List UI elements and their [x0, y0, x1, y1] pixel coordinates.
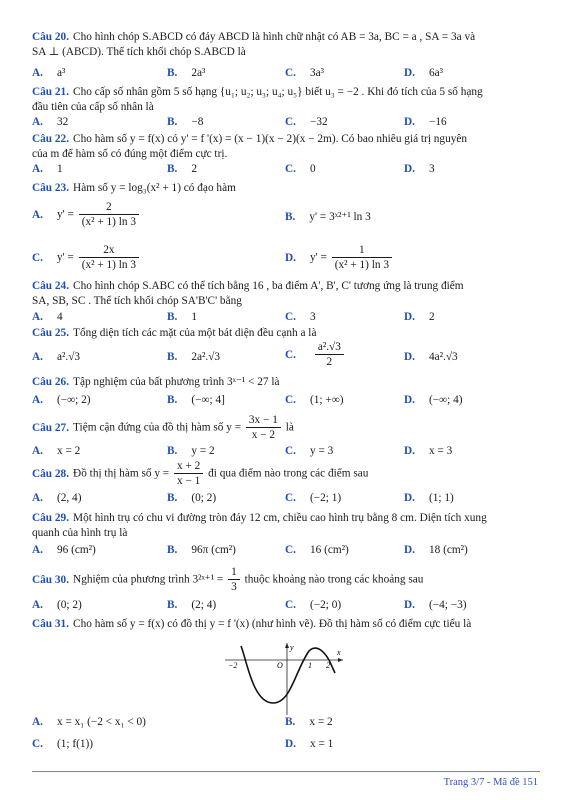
option-text: 1 [56, 163, 63, 175]
option-letter: D. [404, 394, 415, 406]
q23-option-b[interactable] [285, 210, 371, 223]
question-number: Câu 29. [32, 512, 70, 524]
fraction-denominator: (x² + 1) ln 3 [334, 259, 390, 271]
q31-option-a[interactable] [32, 716, 146, 728]
option-letter: D. [404, 351, 415, 363]
fraction [174, 460, 203, 488]
option-text: x = 1 [309, 738, 334, 750]
footer-divider [32, 771, 540, 772]
option-text: x = 2 [309, 716, 333, 728]
q25-option-c[interactable] [285, 341, 346, 369]
option-text: y' = [56, 208, 74, 221]
option-letter: C. [285, 492, 296, 504]
option-letter: B. [167, 116, 178, 128]
option-text: 2a².√3 [191, 351, 221, 363]
option-letter: A. [32, 67, 43, 79]
q27-option-c[interactable] [285, 445, 333, 457]
option-letter: B. [167, 445, 178, 457]
question-number: Câu 24. [32, 280, 70, 292]
question-text: Cho hình chóp S.ABCD có đáy ABCD là hình chữ nhật có AB = 3a, BC = a , SA = 3a và [73, 31, 476, 43]
q22-option-b[interactable] [167, 163, 197, 175]
option-letter: A. [32, 394, 43, 406]
q30-option-c[interactable] [285, 599, 341, 611]
option-text: (−2; 1) [309, 492, 342, 504]
option-letter: A. [32, 544, 43, 556]
option-letter: C. [285, 116, 296, 128]
option-text: 0 [309, 163, 316, 175]
option-text: (−∞; 4) [428, 394, 463, 406]
q31-option-d[interactable] [285, 738, 333, 750]
q23-option-a[interactable] [32, 201, 141, 229]
option-letter: D. [404, 492, 415, 504]
question-text-post: là [285, 421, 294, 434]
q20-option-c[interactable] [285, 67, 324, 79]
fraction-numerator: 1 [332, 244, 392, 258]
option-text: (−2; 0) [309, 599, 342, 611]
option-text: 4a².√3 [428, 351, 458, 363]
q27-option-b[interactable] [167, 445, 215, 457]
q25-option-b[interactable] [167, 351, 220, 363]
option-letter: B. [167, 351, 178, 363]
option-letter: C. [285, 599, 296, 611]
option-letter: D. [404, 163, 415, 175]
fraction [246, 414, 281, 442]
q27-option-d[interactable] [404, 445, 452, 457]
option-letter: D. [404, 599, 415, 611]
option-letter: A. [32, 492, 43, 504]
q24-option-d[interactable] [404, 311, 435, 323]
curve [241, 646, 335, 703]
option-letter: B. [285, 211, 296, 223]
q21-option-b[interactable] [167, 116, 203, 128]
question-number: Câu 26. [32, 376, 70, 388]
option-letter: B. [167, 599, 178, 611]
question-25 [32, 326, 540, 341]
option-text: −16 [428, 116, 447, 128]
option-text: (1; +∞) [309, 394, 344, 406]
option-letter: C. [285, 67, 296, 79]
q26-option-b[interactable] [167, 394, 225, 406]
option-letter: D. [404, 544, 415, 556]
option-text: x = 2 [56, 445, 81, 457]
q26-option-a[interactable] [32, 394, 91, 406]
question-30 [32, 566, 540, 594]
option-letter: D. [404, 311, 415, 323]
option-text: x = 3 [428, 445, 453, 457]
option-text: x = x₁ (−2 < x₁ < 0) [56, 716, 146, 728]
q29-option-d[interactable] [404, 544, 468, 556]
q22-option-d[interactable] [404, 163, 435, 175]
question-text-cont: SA, SB, SC . Thể tích khối chóp SA'B'C' bằng [32, 295, 242, 307]
option-letter: D. [285, 251, 296, 264]
question-number: Câu 21. [32, 86, 70, 98]
question-text: Nghiệm của phương trình 3²ˣ⁺¹ = [73, 573, 224, 586]
option-letter: A. [32, 599, 43, 611]
option-letter: A. [32, 208, 43, 221]
fraction-numerator: 1 [228, 566, 240, 580]
option-text: −8 [191, 116, 204, 128]
option-letter: A. [32, 351, 43, 363]
question-24 [32, 279, 540, 309]
q29-option-c[interactable] [285, 544, 349, 556]
option-letter: A. [32, 311, 43, 323]
q24-option-a[interactable] [32, 311, 63, 323]
option-text: (−∞; 2) [56, 394, 91, 406]
option-letter: C. [285, 394, 296, 406]
q23-option-c[interactable] [32, 244, 141, 272]
option-text: 3 [428, 163, 435, 175]
option-letter: C. [32, 738, 43, 750]
label-minus-2: −2 [228, 661, 238, 670]
fraction [332, 244, 392, 272]
q26-option-c[interactable] [285, 394, 344, 406]
x-axis-arrow [338, 658, 343, 662]
option-text: 3a³ [309, 67, 325, 79]
question-text: Tiệm cận đứng của đồ thị hàm số y = [73, 421, 242, 434]
question-text-post: đi qua điểm nào trong các điểm sau [208, 467, 369, 480]
option-letter: A. [32, 163, 43, 175]
q28-option-a[interactable] [32, 492, 81, 504]
label-y: y [290, 643, 294, 652]
question-text-post: thuộc khoảng nào trong các khoảng sau [244, 573, 424, 586]
q29-option-a[interactable] [32, 544, 96, 556]
question-number: Câu 28. [32, 467, 70, 480]
question-27 [32, 414, 540, 442]
option-letter: B. [167, 67, 178, 79]
option-text: −32 [309, 116, 328, 128]
q31-option-c[interactable] [32, 738, 93, 750]
option-letter: B. [285, 716, 296, 728]
fraction-numerator: 2x [79, 244, 139, 258]
option-text: 16 (cm²) [309, 544, 349, 556]
fraction-denominator: (x² + 1) ln 3 [81, 259, 137, 271]
fraction [228, 566, 240, 594]
q22-option-c[interactable] [285, 163, 316, 175]
option-letter: D. [404, 445, 415, 457]
question-text: Tổng diện tích các mặt của một bát diện đều cạnh a là [73, 327, 317, 339]
label-1: 1 [308, 661, 312, 670]
label-2: 2 [326, 661, 330, 670]
q30-option-d[interactable] [404, 599, 467, 611]
question-number: Câu 30. [32, 573, 70, 586]
question-26 [32, 375, 540, 390]
option-letter: A. [32, 116, 43, 128]
fraction [79, 201, 139, 229]
option-text: (2, 4) [56, 492, 82, 504]
option-text: a³ [56, 67, 66, 79]
option-text: y' = 3ˣ²⁺¹ ln 3 [309, 211, 371, 223]
fraction-denominator: (x² + 1) ln 3 [81, 216, 137, 228]
q24-option-c[interactable] [285, 311, 316, 323]
option-text: (0; 2) [56, 599, 82, 611]
q21-option-c[interactable] [285, 116, 328, 128]
question-text: Cho hàm số y = f(x) có đồ thị y = f '(x) (như hình vẽ). Đồ thị hàm số có điểm cực tiểu là [73, 618, 472, 630]
q20-option-d[interactable] [404, 67, 443, 79]
option-letter: D. [404, 116, 415, 128]
option-text: 3 [309, 311, 316, 323]
fraction-numerator: 3x − 1 [246, 414, 281, 428]
option-text: 32 [56, 116, 69, 128]
option-text: y' = [56, 251, 74, 264]
question-text: Hàm số y = log₃(x² + 1) có đạo hàm [73, 182, 236, 194]
option-text: a².√3 [56, 351, 81, 363]
question-text-cont: đầu tiên của cấp số nhân là [32, 101, 154, 113]
option-text: 18 (cm²) [428, 544, 468, 556]
q20-option-b[interactable] [167, 67, 205, 79]
option-text: 4 [56, 311, 63, 323]
option-text: (1; 1) [428, 492, 454, 504]
question-text-cont: SA ⊥ (ABCD). Thể tích khối chóp S.ABCD là [32, 46, 246, 58]
derivative-graph [225, 643, 345, 715]
question-number: Câu 31. [32, 618, 70, 630]
page-footer: Trang 3/7 - Mã đề 151 [443, 777, 538, 788]
option-letter: C. [285, 348, 296, 361]
fraction-numerator: 2 [79, 201, 139, 215]
option-letter: B. [167, 492, 178, 504]
q28-option-d[interactable] [404, 492, 454, 504]
question-21 [32, 85, 540, 115]
question-text: Cho hình chóp S.ABC có thể tích bằng 16 , ba điểm A', B', C' tương ứng là trung điểm [73, 280, 464, 292]
fraction [79, 244, 139, 272]
question-number: Câu 27. [32, 421, 70, 434]
q22-option-a[interactable] [32, 163, 63, 175]
option-letter: A. [32, 445, 43, 457]
q30-option-b[interactable] [167, 599, 216, 611]
question-23 [32, 181, 540, 196]
option-text: (0; 2) [191, 492, 217, 504]
option-text: y = 3 [309, 445, 334, 457]
option-text: (−∞; 4] [191, 394, 225, 406]
q29-option-b[interactable] [167, 544, 236, 556]
option-text: 2 [191, 163, 198, 175]
option-letter: C. [285, 445, 296, 457]
question-text: Đồ thị thị hàm số y = [73, 467, 170, 480]
label-origin: O [277, 661, 283, 670]
y-axis-arrow [285, 643, 289, 648]
option-letter: D. [404, 67, 415, 79]
q26-option-d[interactable] [404, 394, 463, 406]
question-20 [32, 30, 540, 60]
question-number: Câu 25. [32, 327, 70, 339]
question-number: Câu 23. [32, 182, 70, 194]
option-text: (1; f(1)) [56, 738, 94, 750]
question-text: Cho hàm số y = f(x) có y' = f '(x) = (x − 1)(x − 2)(x − 2m). Có bao nhiêu giá trị nguyên [73, 133, 468, 145]
fraction-denominator: 2 [326, 356, 333, 368]
option-text: (2; 4) [191, 599, 217, 611]
question-number: Câu 20. [32, 31, 70, 43]
option-text: 6a³ [428, 67, 444, 79]
fraction [315, 341, 344, 369]
q21-option-d[interactable] [404, 116, 447, 128]
option-text: 1 [191, 311, 198, 323]
label-x: x [337, 648, 341, 657]
question-29 [32, 511, 540, 541]
option-text: 2 [428, 311, 435, 323]
question-text: Tập nghiệm của bất phương trình 3ˣ⁻¹ < 27 là [73, 376, 280, 388]
question-31 [32, 617, 540, 632]
q28-option-c[interactable] [285, 492, 341, 504]
question-text: Một hình trụ có chu vi đường tròn đáy 12 cm, chiều cao hình trụ bằng 8 cm. Diện tích xung [73, 512, 487, 524]
option-text: 96π (cm²) [191, 544, 236, 556]
option-text: 2a³ [191, 67, 206, 79]
option-text: y = 2 [191, 445, 215, 457]
question-22 [32, 132, 540, 162]
q21-option-a[interactable] [32, 116, 68, 128]
option-letter: B. [167, 544, 178, 556]
option-letter: D. [285, 738, 296, 750]
question-text: Cho cấp số nhân gồm 5 số hạng {u₁; u₂; u₃; u₄; u₅} biết u₃ = −2 . Khi đó tích của 5 số hạng [73, 86, 483, 98]
option-letter: B. [167, 394, 178, 406]
q25-option-d[interactable] [404, 351, 458, 363]
question-number: Câu 22. [32, 133, 70, 145]
option-letter: C. [285, 163, 296, 175]
q30-option-a[interactable] [32, 599, 82, 611]
fraction-numerator: a².√3 [315, 341, 344, 355]
option-text: y' = [309, 251, 327, 264]
q20-option-a[interactable] [32, 67, 65, 79]
q27-option-a[interactable] [32, 445, 80, 457]
question-text-cont: quanh của hình trụ là [32, 527, 128, 539]
option-text: (−4; −3) [428, 599, 467, 611]
q25-option-a[interactable] [32, 351, 80, 363]
q28-option-b[interactable] [167, 492, 216, 504]
option-letter: C. [32, 251, 43, 264]
fraction-denominator: 3 [231, 581, 237, 593]
option-letter: C. [285, 544, 296, 556]
fraction-denominator: x − 2 [251, 429, 276, 441]
fraction-numerator: x + 2 [174, 460, 203, 474]
option-letter: C. [285, 311, 296, 323]
option-letter: B. [167, 311, 178, 323]
question-28 [32, 460, 540, 488]
option-text: 96 (cm²) [56, 544, 96, 556]
q23-option-d[interactable] [285, 244, 394, 272]
question-text-cont: của m để hàm số có đúng một điểm cực trị. [32, 148, 228, 160]
q31-option-b[interactable] [285, 716, 333, 728]
option-letter: B. [167, 163, 178, 175]
q24-option-b[interactable] [167, 311, 197, 323]
fraction-denominator: x − 1 [177, 475, 201, 487]
option-letter: A. [32, 716, 43, 728]
